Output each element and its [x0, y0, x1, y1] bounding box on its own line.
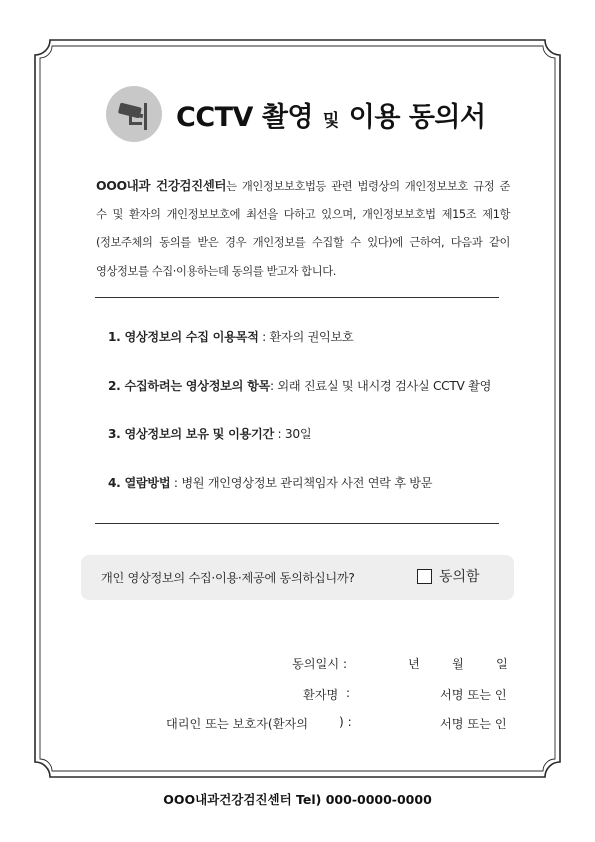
divider-top [95, 297, 499, 298]
date-label: 동의일시 : [292, 657, 348, 671]
date-year-label: 년 [408, 657, 420, 671]
consent-question-box [81, 555, 514, 600]
guardian-signature-label: 서명 또는 인 [440, 717, 507, 731]
item-detail: : 병원 개인영상정보 관리책임자 사전 연락 후 방문 [170, 475, 433, 490]
title-part2: 및 [322, 110, 339, 131]
guardian-label-close: ) : [339, 715, 352, 729]
consent-item [108, 474, 508, 523]
divider-bottom [95, 523, 499, 524]
intro-line-2: 수 및 환자의 개인정보보호에 최선을 다하고 있으며, 개인정보보호법 제15조 제1항 [96, 208, 510, 222]
item-heading: 1. 영상정보의 수집 이용목적 [108, 330, 259, 344]
agree-option[interactable] [417, 566, 480, 586]
organization-name: OOO내과 건강검진센터 [96, 178, 227, 193]
document-title [176, 95, 486, 134]
patient-name-colon: : [346, 686, 351, 700]
consent-item [108, 328, 508, 377]
date-day-label: 일 [496, 657, 508, 671]
agree-label: 동의함 [439, 569, 480, 585]
guardian-label: 대리인 또는 보호자(환자의 [166, 717, 309, 731]
patient-signature-label: 서명 또는 인 [440, 688, 507, 702]
item-detail: : 30일 [273, 427, 312, 441]
document-header [106, 86, 486, 142]
item-heading: 2. 수집하려는 영상정보의 항목 [108, 378, 271, 393]
footer-contact: OOO내과건강검진센터 Tel) 000-0000-0000 [163, 792, 432, 807]
item-detail: : 외래 진료실 및 내시경 검사실 CCTV 촬영 [270, 378, 492, 393]
intro-line-1-text: 는 개인정보보호법등 관련 법령상의 개인정보보호 규정 준 [226, 180, 510, 193]
intro-line-1 [96, 172, 510, 201]
item-heading: 3. 영상정보의 보유 및 이용기간 [108, 427, 274, 441]
item-detail: : 환자의 권익보호 [258, 330, 354, 344]
agree-checkbox[interactable] [417, 569, 432, 584]
consent-item [108, 425, 508, 474]
consent-item [108, 377, 508, 426]
date-month-label: 월 [452, 657, 464, 671]
intro-line-4: 영상정보를 수집·이용하는데 동의를 받고자 합니다. [96, 264, 336, 278]
item-heading: 4. 열람방법 [108, 475, 171, 490]
intro-paragraph [96, 172, 510, 286]
patient-name-label: 환자명 [303, 688, 339, 702]
intro-line-3: (정보주체의 동의를 받은 경우 개인정보를 수집할 수 있다)에 근하여, 다음과 같이 [96, 236, 510, 250]
title-part3: 이용 동의서 [348, 101, 486, 133]
cctv-camera-icon [106, 86, 162, 142]
consent-question: 개인 영상정보의 수집·이용·제공에 동의하십니까? [101, 571, 355, 585]
consent-items-list [108, 328, 508, 522]
title-part1: CCTV 촬영 [176, 101, 314, 133]
